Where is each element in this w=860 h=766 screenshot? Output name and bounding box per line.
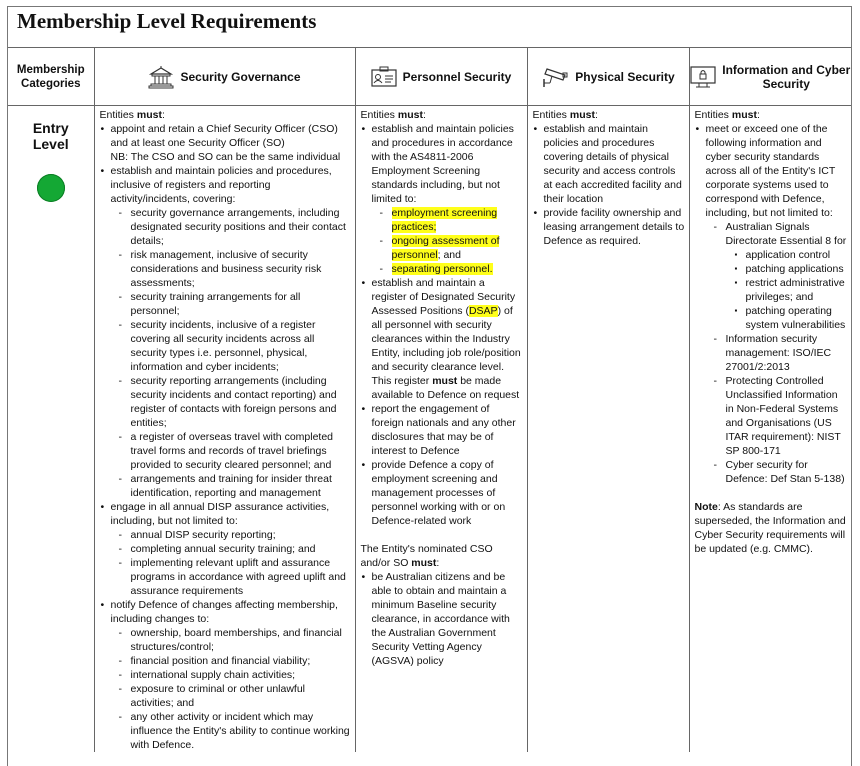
header-row — [8, 48, 851, 106]
governance-cell — [94, 106, 355, 753]
list-item: - financial position and financial viability; — [131, 654, 351, 668]
list-item: • provide Defence a copy of employment screening and management processes of personnel working with or on Defence-related work — [372, 458, 523, 528]
list-item: - any other activity or incident which may influence the Entity's ability to continue working with Defence. — [131, 710, 351, 752]
list-item: ▪ application control — [746, 248, 848, 262]
list-item: - ongoing assessment of personnel; and — [392, 234, 523, 262]
header-ics-label: Information and Cyber Security — [722, 62, 851, 91]
header-physical — [527, 48, 689, 106]
entry-level-row — [8, 106, 851, 753]
physical-cell — [527, 106, 689, 753]
list-item: • be Australian citizens and be able to obtain and maintain a minimum Baseline security clearance, in accordance with the Australian Government Security Vetting Agency (AGSVA) policy — [372, 570, 523, 668]
list-item: - security incidents, inclusive of a register covering all security incidents across all security types i.e. personnel, physical, information and cyber incidents; — [131, 318, 351, 374]
list-item: ▪ patching applications — [746, 262, 848, 276]
list-item: • meet or exceed one of the following information and cyber security standards across all of the Entity's ICT corporate systems used to correspond with Defence, including, but not limited to: - Australian Signals Directorate Essential 8 for ▪ application control ▪ patching applications ▪ restrict administrative privileges; and ▪ patching operating system vulnerabilities - Information security management: ISO/IEC 27001/2:2013 - Protecting Controlled Unclassified Information in Non-Federal Systems and Organisations (US ITAR requirement): NIST SP 800-171 - Cyber security for Defence: Def Stan 5-138) — [706, 122, 848, 486]
list-item: • establish and maintain policies and procedures covering details of physical security and access controls at each accredited facility and their location — [544, 122, 685, 206]
entities-must-line: Entities must: — [360, 109, 426, 121]
list-item: - security reporting arrangements (including security incidents and contact reporting) and register of contacts with foreign persons and entities; — [131, 374, 351, 430]
list-item: - a register of overseas travel with completed travel forms and records of travel briefings provided to security cleared personnel; and — [131, 430, 351, 472]
list-item: - international supply chain activities; — [131, 668, 351, 682]
list-item: - Information security management: ISO/IEC 27001/2:2013 — [726, 332, 848, 374]
id-card-icon — [371, 66, 397, 88]
title-text: Membership Level Requirements — [17, 9, 317, 33]
page-title — [8, 7, 851, 48]
list-item: • report the engagement of foreign nationals and any other disclosures that may be of interest to Defence — [372, 402, 523, 458]
list-item: - Protecting Controlled Unclassified Information in Non-Federal Systems and Organisations (US ITAR requirement): NIST SP 800-171 — [726, 374, 848, 458]
note-paragraph: Note: As standards are superseded, the Information and Cyber Security requirements will be updated (e.g. CMMC). — [694, 501, 846, 555]
list-item: - ownership, board memberships, and financial structures/control; — [131, 626, 351, 654]
status-dot-icon — [37, 174, 65, 202]
list-item: • establish and maintain policies and procedures, inclusive of registers and reporting activity/incidents, covering: - security governance arrangements, including designated security positions and their contact details; - risk management, inclusive of security considerations and business security risk assessments; - security training arrangements for all personnel; - security incidents, inclusive of a register covering all security incidents across all security types i.e. personnel, physical, information and cyber incidents; - security reporting arrangements (including security incidents and contact reporting) and register of contacts with foreign persons and entities; - a register of overseas travel with completed travel forms and records of travel briefings provided to security cleared personnel; and - arrangements and training for insider threat identification, reporting and management — [111, 164, 351, 500]
list-item — [392, 206, 523, 234]
list-item: - implementing relevant uplift and assurance programs in accordance with agreed uplift and assurance requirements — [131, 556, 351, 598]
header-physical-label: Physical Security — [575, 69, 675, 84]
requirements-table — [8, 48, 851, 752]
list-item: - annual DISP security reporting; — [131, 528, 351, 542]
list-item: - risk management, inclusive of security considerations and business security risk assessments; — [131, 248, 351, 290]
level-cell — [8, 106, 94, 753]
highlighted-text: ongoing assessment of personnel — [391, 235, 500, 261]
list-item: • notify Defence of changes affecting membership, including changes to: - ownership, board memberships, and financial structures/control; - financial position and financial viability; - international supply chain activities; - exposure to criminal or other unlawful activities; and - any other activity or incident which may influence the Entity's ability to continue working with Defence. — [111, 598, 351, 752]
list-item: - arrangements and training for insider threat identification, reporting and management — [131, 472, 351, 500]
list-item: - exposure to criminal or other unlawful activities; and — [131, 682, 351, 710]
personnel-cell — [355, 106, 527, 753]
building-icon — [148, 65, 174, 89]
requirements-table-frame — [7, 6, 852, 766]
entities-must-line: Entities must: — [99, 109, 165, 121]
highlighted-text: separating personnel. — [391, 263, 493, 275]
note-text: NB: The CSO and SO can be the same individual — [110, 151, 341, 163]
list-item — [392, 262, 523, 276]
list-item: • establish and maintain a register of Designated Security Assessed Positions (DSAP) of all personnel with security clearances within the Industry Entity, including job role/position and security clearance level. This register must be made available to Defence on request — [372, 276, 523, 402]
highlighted-text: employment screening practices; — [391, 207, 498, 233]
monitor-lock-icon — [690, 65, 716, 89]
list-item: ▪ patching operating system vulnerabilities — [746, 304, 848, 332]
cctv-camera-icon — [541, 65, 569, 89]
ics-cell — [689, 106, 851, 753]
header-ics — [689, 48, 851, 106]
level-name: Entry Level — [32, 120, 69, 152]
header-governance-label: Security Governance — [180, 69, 301, 84]
list-item: - completing annual security training; and — [131, 542, 351, 556]
list-item: - Australian Signals Directorate Essential 8 for ▪ application control ▪ patching applications ▪ restrict administrative privileges; and ▪ patching operating system vulnerabilities — [726, 220, 848, 332]
list-item: - security training arrangements for all personnel; — [131, 290, 351, 318]
list-item: - Cyber security for Defence: Def Stan 5-138) — [726, 458, 848, 486]
list-item: - security governance arrangements, including designated security positions and their contact details; — [131, 206, 351, 248]
list-item: • establish and maintain policies and procedures in accordance with the AS4811-2006 Employment Screening standards including, but not limited to: - employment screening practices; - ongoing assessment of personnel; and - separating personnel. — [372, 122, 523, 276]
list-item: • appoint and retain a Chief Security Officer (CSO) and at least one Security Officer (SO) NB: The CSO and SO can be the same individual — [111, 122, 351, 164]
list-item: • engage in all annual DISP assurance activities, including, but not limited to: - annual DISP security reporting; - completing annual security training; and - implementing relevant uplift and assurance programs in accordance with agreed uplift and assurance requirements — [111, 500, 351, 598]
highlighted-text: DSAP — [468, 305, 498, 317]
header-governance — [94, 48, 355, 106]
cso-lead-line: The Entity's nominated CSO and/or SO must: — [360, 543, 493, 569]
header-personnel-label: Personnel Security — [402, 69, 512, 84]
entities-must-line: Entities must: — [694, 109, 760, 121]
list-item: ▪ restrict administrative privileges; and — [746, 276, 848, 304]
list-item: • provide facility ownership and leasing arrangement details to Defence as required. — [544, 206, 685, 248]
header-personnel — [355, 48, 527, 106]
entities-must-line: Entities must: — [532, 109, 598, 121]
header-categories: Membership Categories — [8, 48, 94, 106]
